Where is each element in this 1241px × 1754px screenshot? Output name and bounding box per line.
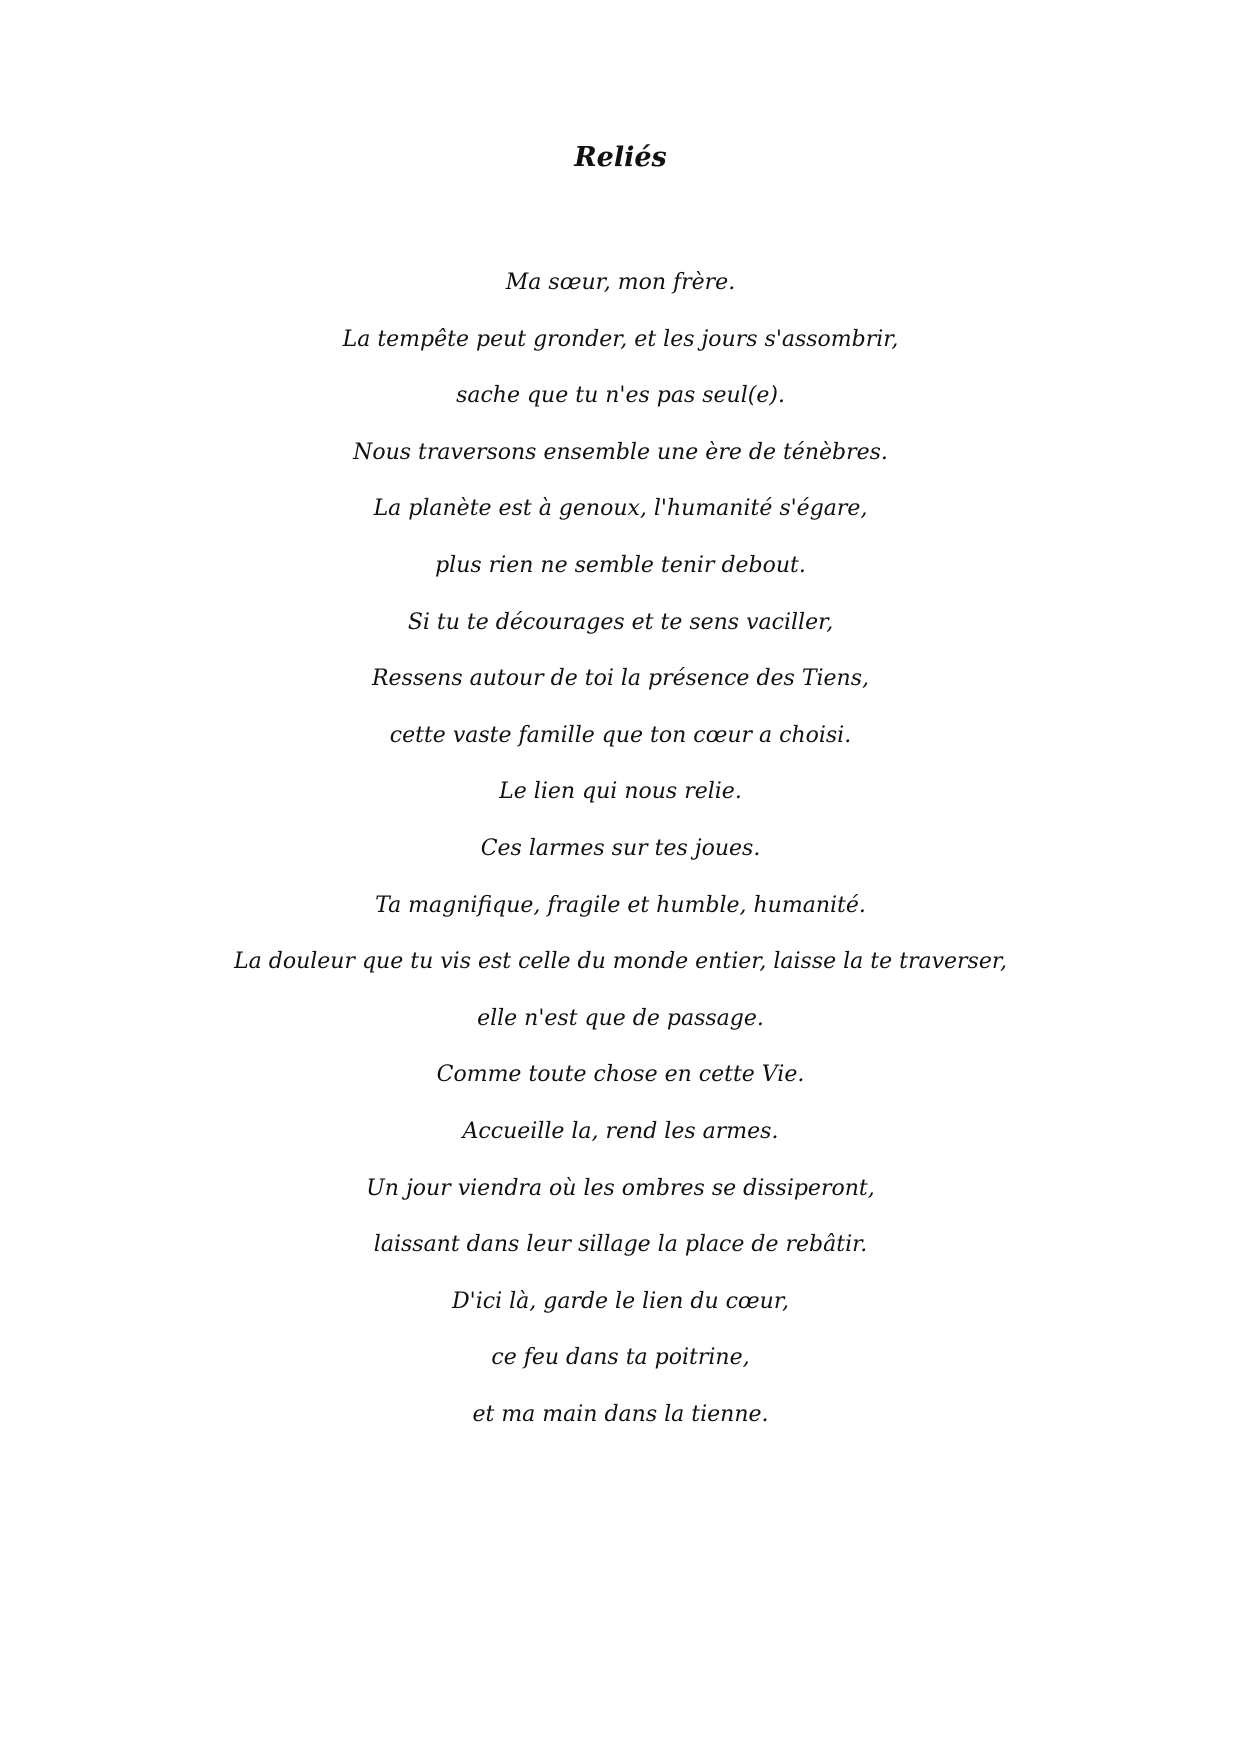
poem-line: et ma main dans la tienne. (472, 1401, 769, 1427)
poem-line: Comme toute chose en cette Vie. (436, 1062, 805, 1088)
poem-line: elle n'est que de passage. (477, 1005, 764, 1031)
poem-line: Nous traversons ensemble une ère de ténèbres. (353, 439, 888, 465)
poem-line: sache que tu n'es pas seul(e). (456, 383, 785, 409)
poem-title: Reliés (574, 142, 667, 173)
poem-line: Ta magnifique, fragile et humble, humanité. (375, 892, 866, 918)
poem-line: plus rien ne semble tenir debout. (435, 552, 806, 578)
poem-line: Si tu te décourages et te sens vaciller, (407, 609, 834, 635)
poem-line: Accueille la, rend les armes. (462, 1118, 779, 1144)
poem-body (0, 263, 1241, 1451)
poem-line: Ressens autour de toi la présence des Tiens, (371, 666, 870, 692)
poem-line: La douleur que tu vis est celle du monde entier, laisse la te traverser, (234, 949, 1007, 975)
poem-line: cette vaste famille que ton cœur a choisi. (389, 722, 852, 748)
poem-line: Le lien qui nous relie. (499, 779, 742, 805)
poem-line: Ces larmes sur tes joues. (480, 835, 761, 861)
poem-line: La planète est à genoux, l'humanité s'égare, (373, 496, 868, 522)
poem-line: laissant dans leur sillage la place de rebâtir. (373, 1232, 868, 1258)
poem-line: D'ici là, garde le lien du cœur, (452, 1288, 789, 1314)
poem-line: Ma sœur, mon frère. (505, 270, 736, 295)
poem-line: Un jour viendra où les ombres se dissiperont, (366, 1175, 875, 1201)
poem-line: ce feu dans ta poitrine, (491, 1345, 750, 1371)
poem-line: La tempête peut gronder, et les jours s'assombrir, (342, 326, 899, 352)
